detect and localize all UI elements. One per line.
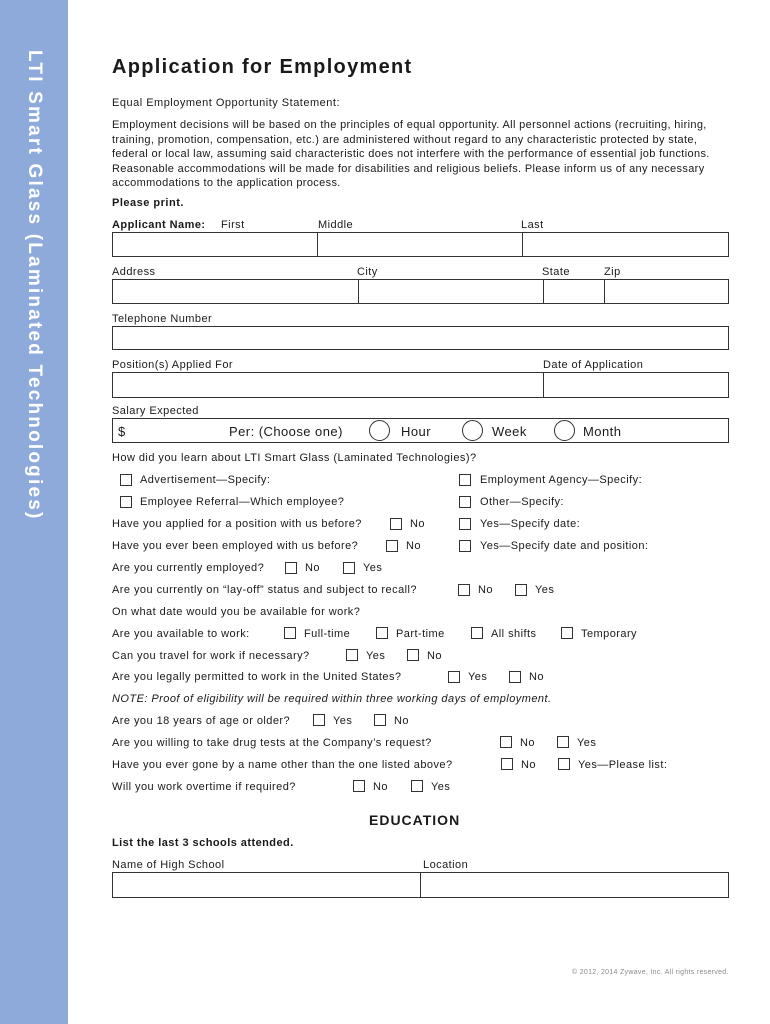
week-label: Week — [492, 424, 527, 439]
address-fields[interactable] — [112, 279, 729, 304]
drug-test-yes-checkbox[interactable] — [557, 736, 569, 748]
eeo-statement: Employment decisions will be based on the principles of equal opportunity. All personnel actions (recruiting, hiring, training, promotion, compensation, etc.) are administered without regard to any characteristic protected by state, federal or local law, assuming said characteristic does not interfere with the performance of essential job functions. Reasonable accommodations will be made for disabilities and religious beliefs. Please inform us of any necessary accommodations to the application process. — [112, 119, 710, 189]
legal-no-checkbox[interactable] — [509, 671, 521, 683]
layoff-no-label: No — [478, 584, 493, 596]
layoff-no-checkbox[interactable] — [458, 584, 470, 596]
middle-name-label: Middle — [318, 219, 354, 231]
age-no-checkbox[interactable] — [374, 714, 386, 726]
age-no-label: No — [394, 715, 409, 727]
other-name-yes-label: Yes—Please list: — [578, 759, 668, 771]
available-date-question: On what date would you be available for work? — [112, 606, 361, 618]
position-label: Position(s) Applied For — [112, 359, 234, 371]
currently-employed-no-checkbox[interactable] — [285, 562, 297, 574]
month-label: Month — [583, 424, 622, 439]
education-heading: EDUCATION — [369, 812, 461, 828]
company-name-vertical: LTI Smart Glass (Laminated Technologies) — [24, 50, 45, 521]
salary-expected-label: Salary Expected — [112, 405, 199, 417]
learn-question: How did you learn about LTI Smart Glass (Laminated Technologies)? — [112, 452, 477, 464]
telephone-field[interactable] — [112, 326, 729, 350]
field-divider — [522, 233, 523, 256]
advertisement-checkbox[interactable] — [120, 474, 132, 486]
part-time-checkbox[interactable] — [376, 627, 388, 639]
state-label: State — [542, 266, 570, 278]
applied-before-no-label: No — [410, 518, 425, 530]
legal-question: Are you legally permitted to work in the United States? — [112, 671, 402, 683]
high-school-label: Name of High School — [112, 859, 225, 871]
employed-before-no-label: No — [406, 540, 421, 552]
drug-test-question: Are you willing to take drug tests at the Company’s request? — [112, 737, 432, 749]
agency-label: Employment Agency—Specify: — [480, 474, 643, 486]
copyright-notice: © 2012, 2014 Zywave, Inc. All rights reserved. — [572, 969, 729, 976]
employed-before-yes-label: Yes—Specify date and position: — [480, 540, 649, 552]
legal-yes-checkbox[interactable] — [448, 671, 460, 683]
full-time-checkbox[interactable] — [284, 627, 296, 639]
full-time-label: Full-time — [304, 628, 351, 640]
address-label: Address — [112, 266, 156, 278]
referral-label: Employee Referral—Which employee? — [140, 496, 345, 508]
currently-employed-yes-checkbox[interactable] — [343, 562, 355, 574]
applicant-name-label: Applicant Name: — [112, 219, 206, 231]
other-checkbox[interactable] — [459, 496, 471, 508]
legal-no-label: No — [529, 671, 544, 683]
travel-yes-checkbox[interactable] — [346, 649, 358, 661]
city-label: City — [357, 266, 378, 278]
travel-question: Can you travel for work if necessary? — [112, 650, 310, 662]
employed-before-no-checkbox[interactable] — [386, 540, 398, 552]
salary-per-label: Per: (Choose one) — [229, 424, 343, 439]
month-radio[interactable] — [554, 420, 575, 441]
field-divider — [604, 280, 605, 303]
travel-yes-label: Yes — [366, 650, 386, 662]
all-shifts-checkbox[interactable] — [471, 627, 483, 639]
employed-before-yes-checkbox[interactable] — [459, 540, 471, 552]
all-shifts-label: All shifts — [491, 628, 537, 640]
high-school-fields[interactable] — [112, 872, 729, 898]
eeo-heading: Equal Employment Opportunity Statement: — [112, 97, 340, 109]
age-question: Are you 18 years of age or older? — [112, 715, 291, 727]
travel-no-label: No — [427, 650, 442, 662]
applied-before-question: Have you applied for a position with us before? — [112, 518, 362, 530]
overtime-question: Will you work overtime if required? — [112, 781, 296, 793]
applied-before-yes-checkbox[interactable] — [459, 518, 471, 530]
other-name-no-label: No — [521, 759, 536, 771]
drug-test-yes-label: Yes — [577, 737, 597, 749]
field-divider — [543, 373, 544, 397]
page-title: Application for Employment — [112, 56, 413, 78]
temporary-label: Temporary — [581, 628, 638, 640]
overtime-no-label: No — [373, 781, 388, 793]
zip-label: Zip — [604, 266, 621, 278]
week-radio[interactable] — [462, 420, 483, 441]
layoff-yes-label: Yes — [535, 584, 555, 596]
employed-before-question: Have you ever been employed with us before? — [112, 540, 359, 552]
currency-symbol: $ — [118, 424, 126, 439]
last-name-label: Last — [521, 219, 544, 231]
drug-test-no-checkbox[interactable] — [500, 736, 512, 748]
currently-employed-question: Are you currently employed? — [112, 562, 265, 574]
applicant-name-fields[interactable] — [112, 232, 729, 257]
field-divider — [358, 280, 359, 303]
eligibility-note: NOTE: Proof of eligibility will be required within three working days of employment. — [112, 693, 552, 705]
other-name-yes-checkbox[interactable] — [558, 758, 570, 770]
travel-no-checkbox[interactable] — [407, 649, 419, 661]
first-name-label: First — [221, 219, 245, 231]
hour-radio[interactable] — [369, 420, 390, 441]
overtime-yes-label: Yes — [431, 781, 451, 793]
applied-before-yes-label: Yes—Specify date: — [480, 518, 581, 530]
telephone-label: Telephone Number — [112, 313, 213, 325]
drug-test-no-label: No — [520, 737, 535, 749]
age-yes-label: Yes — [333, 715, 353, 727]
advertisement-label: Advertisement—Specify: — [140, 474, 271, 486]
field-divider — [317, 233, 318, 256]
other-name-question: Have you ever gone by a name other than the one listed above? — [112, 759, 453, 771]
other-name-no-checkbox[interactable] — [501, 758, 513, 770]
overtime-no-checkbox[interactable] — [353, 780, 365, 792]
legal-yes-label: Yes — [468, 671, 488, 683]
schools-instruction: List the last 3 schools attended. — [112, 837, 294, 849]
layoff-question: Are you currently on “lay-off” status and subject to recall? — [112, 584, 417, 596]
currently-employed-no-label: No — [305, 562, 320, 574]
temporary-checkbox[interactable] — [561, 627, 573, 639]
field-divider — [420, 873, 421, 897]
referral-checkbox[interactable] — [120, 496, 132, 508]
please-print-note: Please print. — [112, 197, 184, 209]
part-time-label: Part-time — [396, 628, 445, 640]
sidebar-banner — [0, 0, 68, 1024]
currently-employed-yes-label: Yes — [363, 562, 383, 574]
date-of-application-label: Date of Application — [543, 359, 644, 371]
other-label: Other—Specify: — [480, 496, 564, 508]
field-divider — [543, 280, 544, 303]
age-yes-checkbox[interactable] — [313, 714, 325, 726]
location-label: Location — [423, 859, 469, 871]
overtime-yes-checkbox[interactable] — [411, 780, 423, 792]
available-to-work-question: Are you available to work: — [112, 628, 250, 640]
agency-checkbox[interactable] — [459, 474, 471, 486]
hour-label: Hour — [401, 424, 431, 439]
position-date-fields[interactable] — [112, 372, 729, 398]
applied-before-no-checkbox[interactable] — [390, 518, 402, 530]
layoff-yes-checkbox[interactable] — [515, 584, 527, 596]
